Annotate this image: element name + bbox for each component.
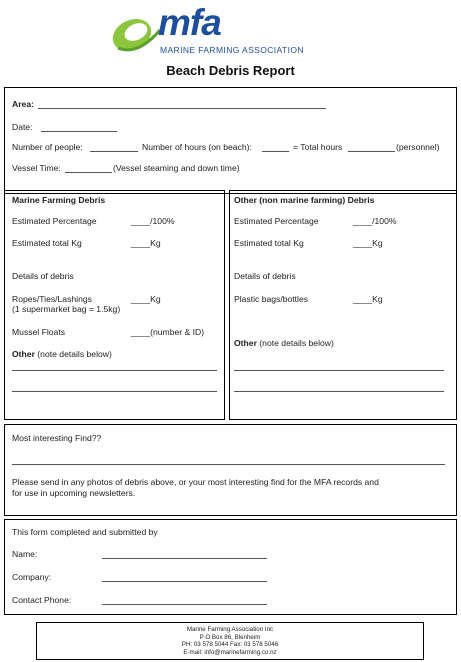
mf-other-line-1[interactable] [12, 370, 217, 371]
general-info-box [4, 87, 457, 194]
od-plastic-field[interactable]: ____Kg [353, 294, 383, 304]
footer-email[interactable]: E-mail: info@marinefarming.co.nz [183, 648, 277, 656]
hours-field[interactable] [262, 151, 289, 152]
mf-other-label [12, 349, 112, 359]
od-other-note: (note details below) [256, 338, 334, 348]
od-other-line-1[interactable] [234, 370, 444, 371]
mf-other-note: (note details below) [34, 349, 112, 359]
mf-est-pct-label: Estimated Percentage [12, 216, 97, 226]
od-est-kg-field[interactable]: ____Kg [353, 238, 383, 248]
vessel-time-label: Vessel Time: [12, 163, 61, 173]
mf-est-pct-field[interactable]: ____/100% [131, 216, 175, 226]
od-est-pct-label: Estimated Percentage [234, 216, 319, 226]
mf-ropes-label: Ropes/Ties/Lashings [12, 294, 92, 304]
mf-mussel-field[interactable]: ____(number & ID) [131, 327, 205, 337]
mf-details-label: Details of debris [12, 271, 74, 281]
footer-org: Marine Farming Association Inc [186, 626, 274, 633]
personnel-label: (personnel) [396, 142, 440, 152]
mf-est-kg-label: Estimated total Kg [12, 238, 82, 248]
people-label: Number of people: [12, 142, 83, 152]
other-debris-heading: Other (non marine farming) Debris [234, 195, 375, 205]
phone-label: Contact Phone: [12, 595, 72, 605]
od-details-label: Details of debris [234, 271, 296, 281]
find-note-line-1: Please send in any photos of debris above, or your most interesting find for the MFA records and [12, 477, 379, 487]
footer-address: P O Box 86, Blenheim [199, 633, 261, 641]
submission-heading: This form completed and submitted by [12, 527, 158, 537]
mf-ropes-note: (1 supermarket bag = 1.5kg) [12, 304, 121, 314]
marine-farming-heading: Marine Farming Debris [12, 195, 106, 205]
date-label: Date: [12, 122, 33, 132]
find-label: Most interesting Find?? [12, 433, 102, 443]
logo-text: mfa [158, 2, 221, 43]
logo-subtitle: MARINE FARMING ASSOCIATION [160, 45, 304, 55]
od-plastic-label: Plastic bags/bottles [234, 294, 309, 304]
od-est-kg-label: Estimated total Kg [234, 238, 304, 248]
date-field[interactable] [41, 131, 117, 132]
company-field[interactable] [102, 581, 267, 582]
total-hours-field[interactable] [348, 151, 395, 152]
find-note-line-2: for use in upcoming newsletters. [12, 488, 136, 498]
mf-mussel-label: Mussel Floats [12, 327, 66, 337]
page-title: Beach Debris Report [166, 63, 295, 78]
vessel-time-field[interactable] [65, 172, 112, 173]
od-other-line-2[interactable] [234, 391, 444, 392]
footer-phone: PH: 03 578 5044 Fax: 03 578 5046 [181, 641, 279, 648]
mf-ropes-field[interactable]: ____Kg [131, 294, 161, 304]
od-other-bold: Other [234, 338, 257, 348]
od-est-pct-field[interactable]: ____/100% [353, 216, 397, 226]
find-field[interactable] [12, 464, 445, 465]
mf-other-line-2[interactable] [12, 391, 217, 392]
people-field[interactable] [90, 151, 138, 152]
od-other-label [234, 338, 334, 348]
area-label: Area: [12, 99, 34, 109]
mf-other-bold: Other [12, 349, 35, 359]
phone-field[interactable] [102, 604, 267, 605]
company-label: Company: [12, 572, 52, 582]
name-label: Name: [12, 549, 38, 559]
hours-label: Number of hours (on beach): [142, 142, 252, 152]
name-field[interactable] [102, 558, 267, 559]
total-hours-label: = Total hours [293, 142, 343, 152]
area-field[interactable] [38, 108, 326, 109]
vessel-note: (Vessel steaming and down time) [113, 163, 240, 173]
mf-est-kg-field[interactable]: ____Kg [131, 238, 161, 248]
